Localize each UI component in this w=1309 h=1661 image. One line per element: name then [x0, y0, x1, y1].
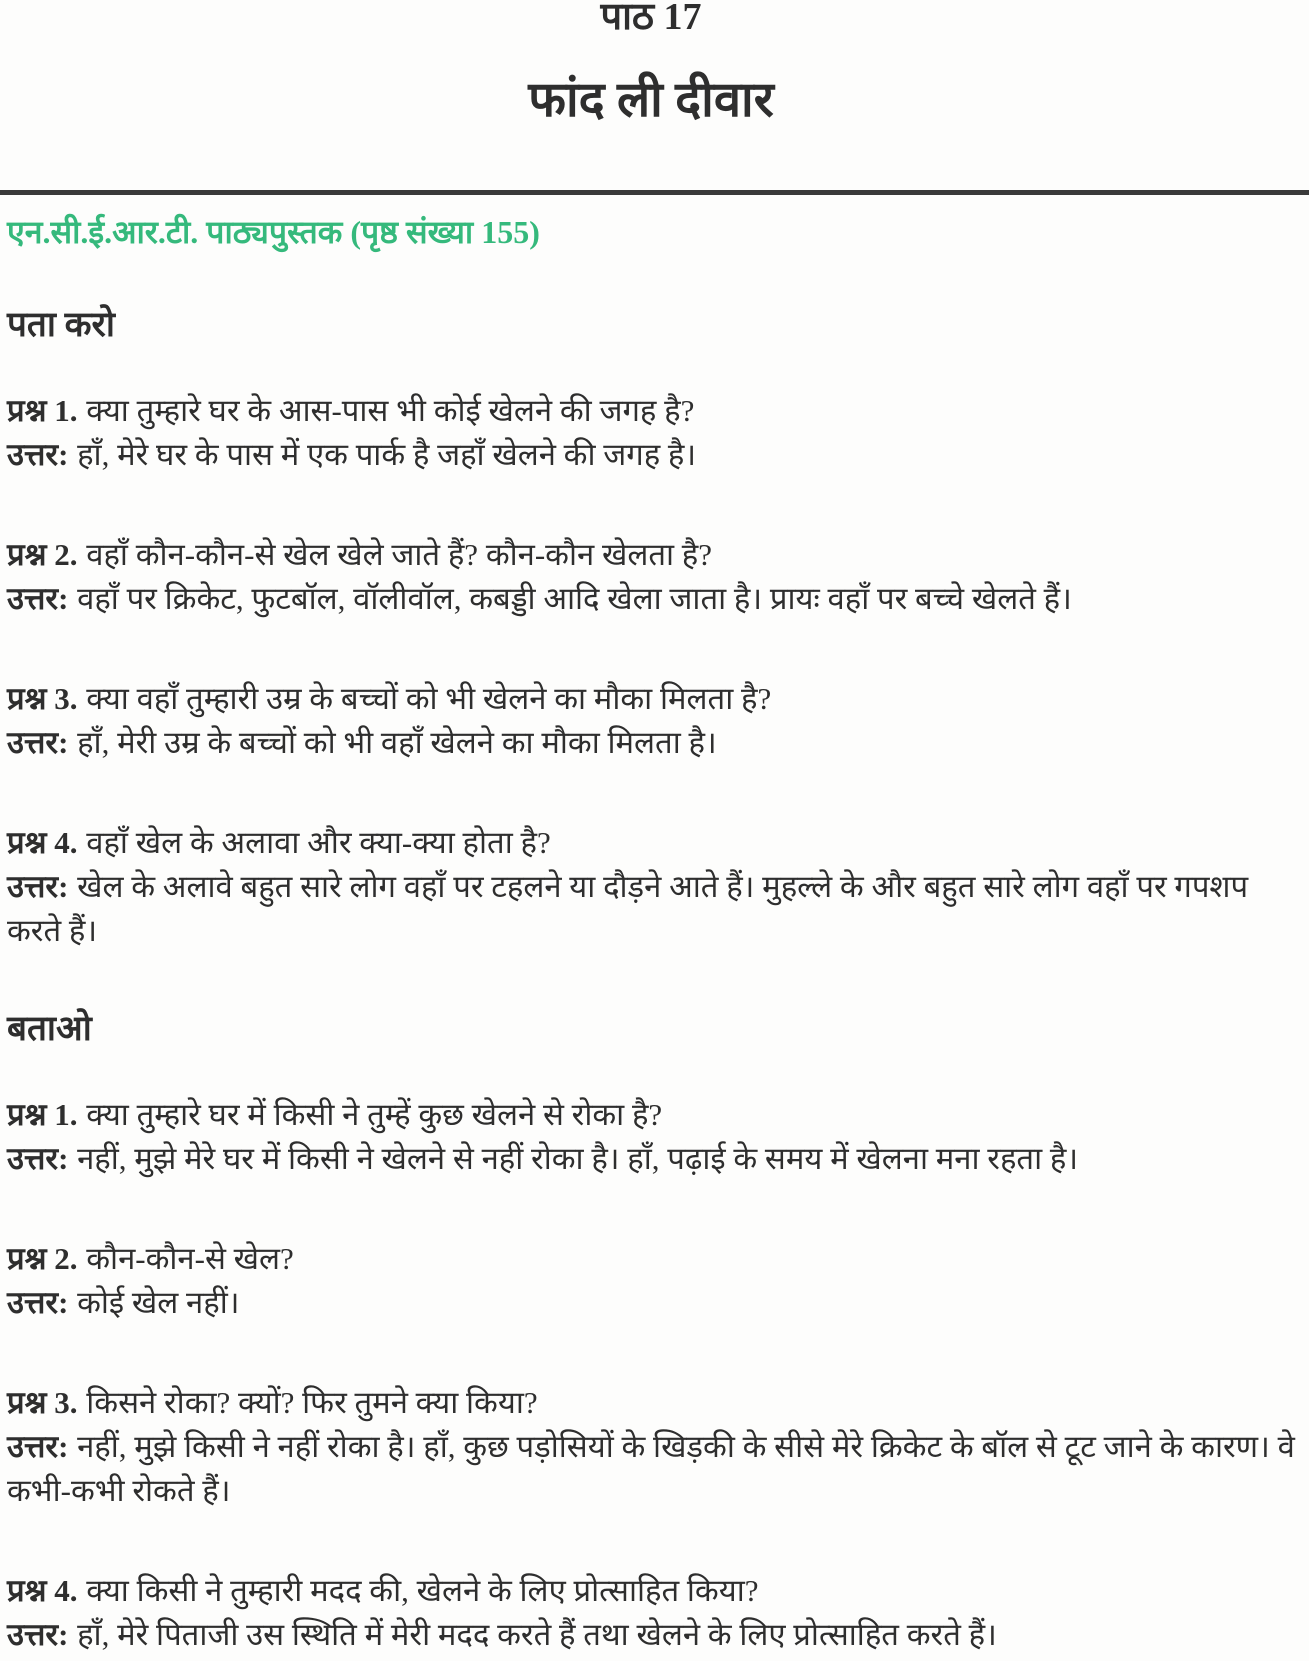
- qa-block: [7, 533, 1295, 621]
- chapter-label: पाठ 17: [600, 0, 702, 38]
- answer-label: उत्तर:: [7, 1285, 69, 1320]
- answer-label: उत्तर:: [7, 581, 69, 616]
- answer-text: हाँ, मेरे पिताजी उस स्थिति में मेरी मदद करते हैं तथा खेलने के लिए प्रोत्साहित करते हैं।: [77, 1617, 997, 1652]
- question-line: [7, 389, 1295, 433]
- answer-line: [7, 1281, 1295, 1325]
- ncert-textbook-heading: एन.सी.ई.आर.टी. पाठ्यपुस्तक (पृष्ठ संख्या 155): [7, 214, 540, 250]
- answer-text: नहीं, मुझे मेरे घर में किसी ने खेलने से नहीं रोका है। हाँ, पढ़ाई के समय में खेलना मना रहता है।: [77, 1141, 1079, 1176]
- question-label: प्रश्न 1.: [7, 393, 78, 428]
- answer-line: [7, 1137, 1295, 1181]
- answer-line: [7, 1613, 1295, 1657]
- question-text: किसने रोका? क्यों? फिर तुमने क्या किया?: [86, 1385, 538, 1420]
- answer-label: उत्तर:: [7, 1141, 69, 1176]
- answer-text: हाँ, मेरी उम्र के बच्चों को भी वहाँ खेलने का मौका मिलता है।: [77, 725, 717, 760]
- answer-text: कोई खेल नहीं।: [77, 1285, 240, 1320]
- question-text: क्या वहाँ तुम्हारी उम्र के बच्चों को भी खेलने का मौका मिलता है?: [86, 681, 772, 716]
- question-label: प्रश्न 2.: [7, 1241, 78, 1276]
- question-line: [7, 1381, 1295, 1425]
- question-text: वहाँ कौन-कौन-से खेल खेले जाते हैं? कौन-कौन खेलता है?: [86, 537, 713, 572]
- question-line: [7, 533, 1295, 577]
- question-line: [7, 677, 1295, 721]
- answer-label: उत्तर:: [7, 437, 69, 472]
- qa-block: [7, 821, 1295, 953]
- question-line: [7, 821, 1295, 865]
- answer-text: वहाँ पर क्रिकेट, फुटबॉल, वॉलीवॉल, कबड्डी आदि खेला जाता है। प्रायः वहाँ पर बच्चे खेलते हैं।: [77, 581, 1072, 616]
- page-title: फांद ली दीवार: [528, 72, 774, 127]
- question-label: प्रश्न 2.: [7, 537, 78, 572]
- question-text: क्या तुम्हारे घर के आस-पास भी कोई खेलने की जगह है?: [86, 393, 695, 428]
- answer-line: [7, 721, 1295, 765]
- answer-text: नहीं, मुझे किसी ने नहीं रोका है। हाँ, कुछ पड़ोसियों के खिड़की के सीसे मेरे क्रिकेट के बॉल से टूट जाने के कारण। वे कभी-कभी रोकते हैं।: [7, 1429, 1295, 1508]
- section-heading-pata-karo: पता करो: [7, 305, 115, 344]
- question-text: क्या किसी ने तुम्हारी मदद की, खेलने के लिए प्रोत्साहित किया?: [86, 1573, 759, 1608]
- question-text: वहाँ खेल के अलावा और क्या-क्या होता है?: [86, 825, 551, 860]
- answer-text: खेल के अलावे बहुत सारे लोग वहाँ पर टहलने या दौड़ने आते हैं। मुहल्ले के और बहुत सारे लोग वहाँ पर गपशप करते हैं।: [7, 869, 1249, 948]
- qa-block: [7, 677, 1295, 765]
- qa-block: [7, 1093, 1295, 1181]
- answer-line: [7, 1425, 1295, 1513]
- answer-line: [7, 433, 1295, 477]
- question-label: प्रश्न 4.: [7, 1573, 78, 1608]
- question-label: प्रश्न 3.: [7, 1385, 78, 1420]
- answer-line: [7, 865, 1295, 953]
- question-line: [7, 1569, 1295, 1613]
- question-label: प्रश्न 1.: [7, 1097, 78, 1132]
- question-line: [7, 1237, 1295, 1281]
- answer-label: उत्तर:: [7, 1617, 69, 1652]
- qa-block: [7, 1237, 1295, 1325]
- answer-label: उत्तर:: [7, 725, 69, 760]
- qa-block: [7, 1381, 1295, 1513]
- question-line: [7, 1093, 1295, 1137]
- answer-text: हाँ, मेरे घर के पास में एक पार्क है जहाँ खेलने की जगह है।: [77, 437, 697, 472]
- horizontal-divider: [0, 190, 1309, 195]
- section-heading-batao: बताओ: [7, 1009, 92, 1048]
- question-label: प्रश्न 3.: [7, 681, 78, 716]
- question-text: क्या तुम्हारे घर में किसी ने तुम्हें कुछ खेलने से रोका है?: [86, 1097, 663, 1132]
- answer-label: उत्तर:: [7, 869, 69, 904]
- qa-block: [7, 1569, 1295, 1657]
- question-text: कौन-कौन-से खेल?: [86, 1241, 294, 1276]
- answer-line: [7, 577, 1295, 621]
- qa-block: [7, 389, 1295, 477]
- answer-label: उत्तर:: [7, 1429, 69, 1464]
- question-label: प्रश्न 4.: [7, 825, 78, 860]
